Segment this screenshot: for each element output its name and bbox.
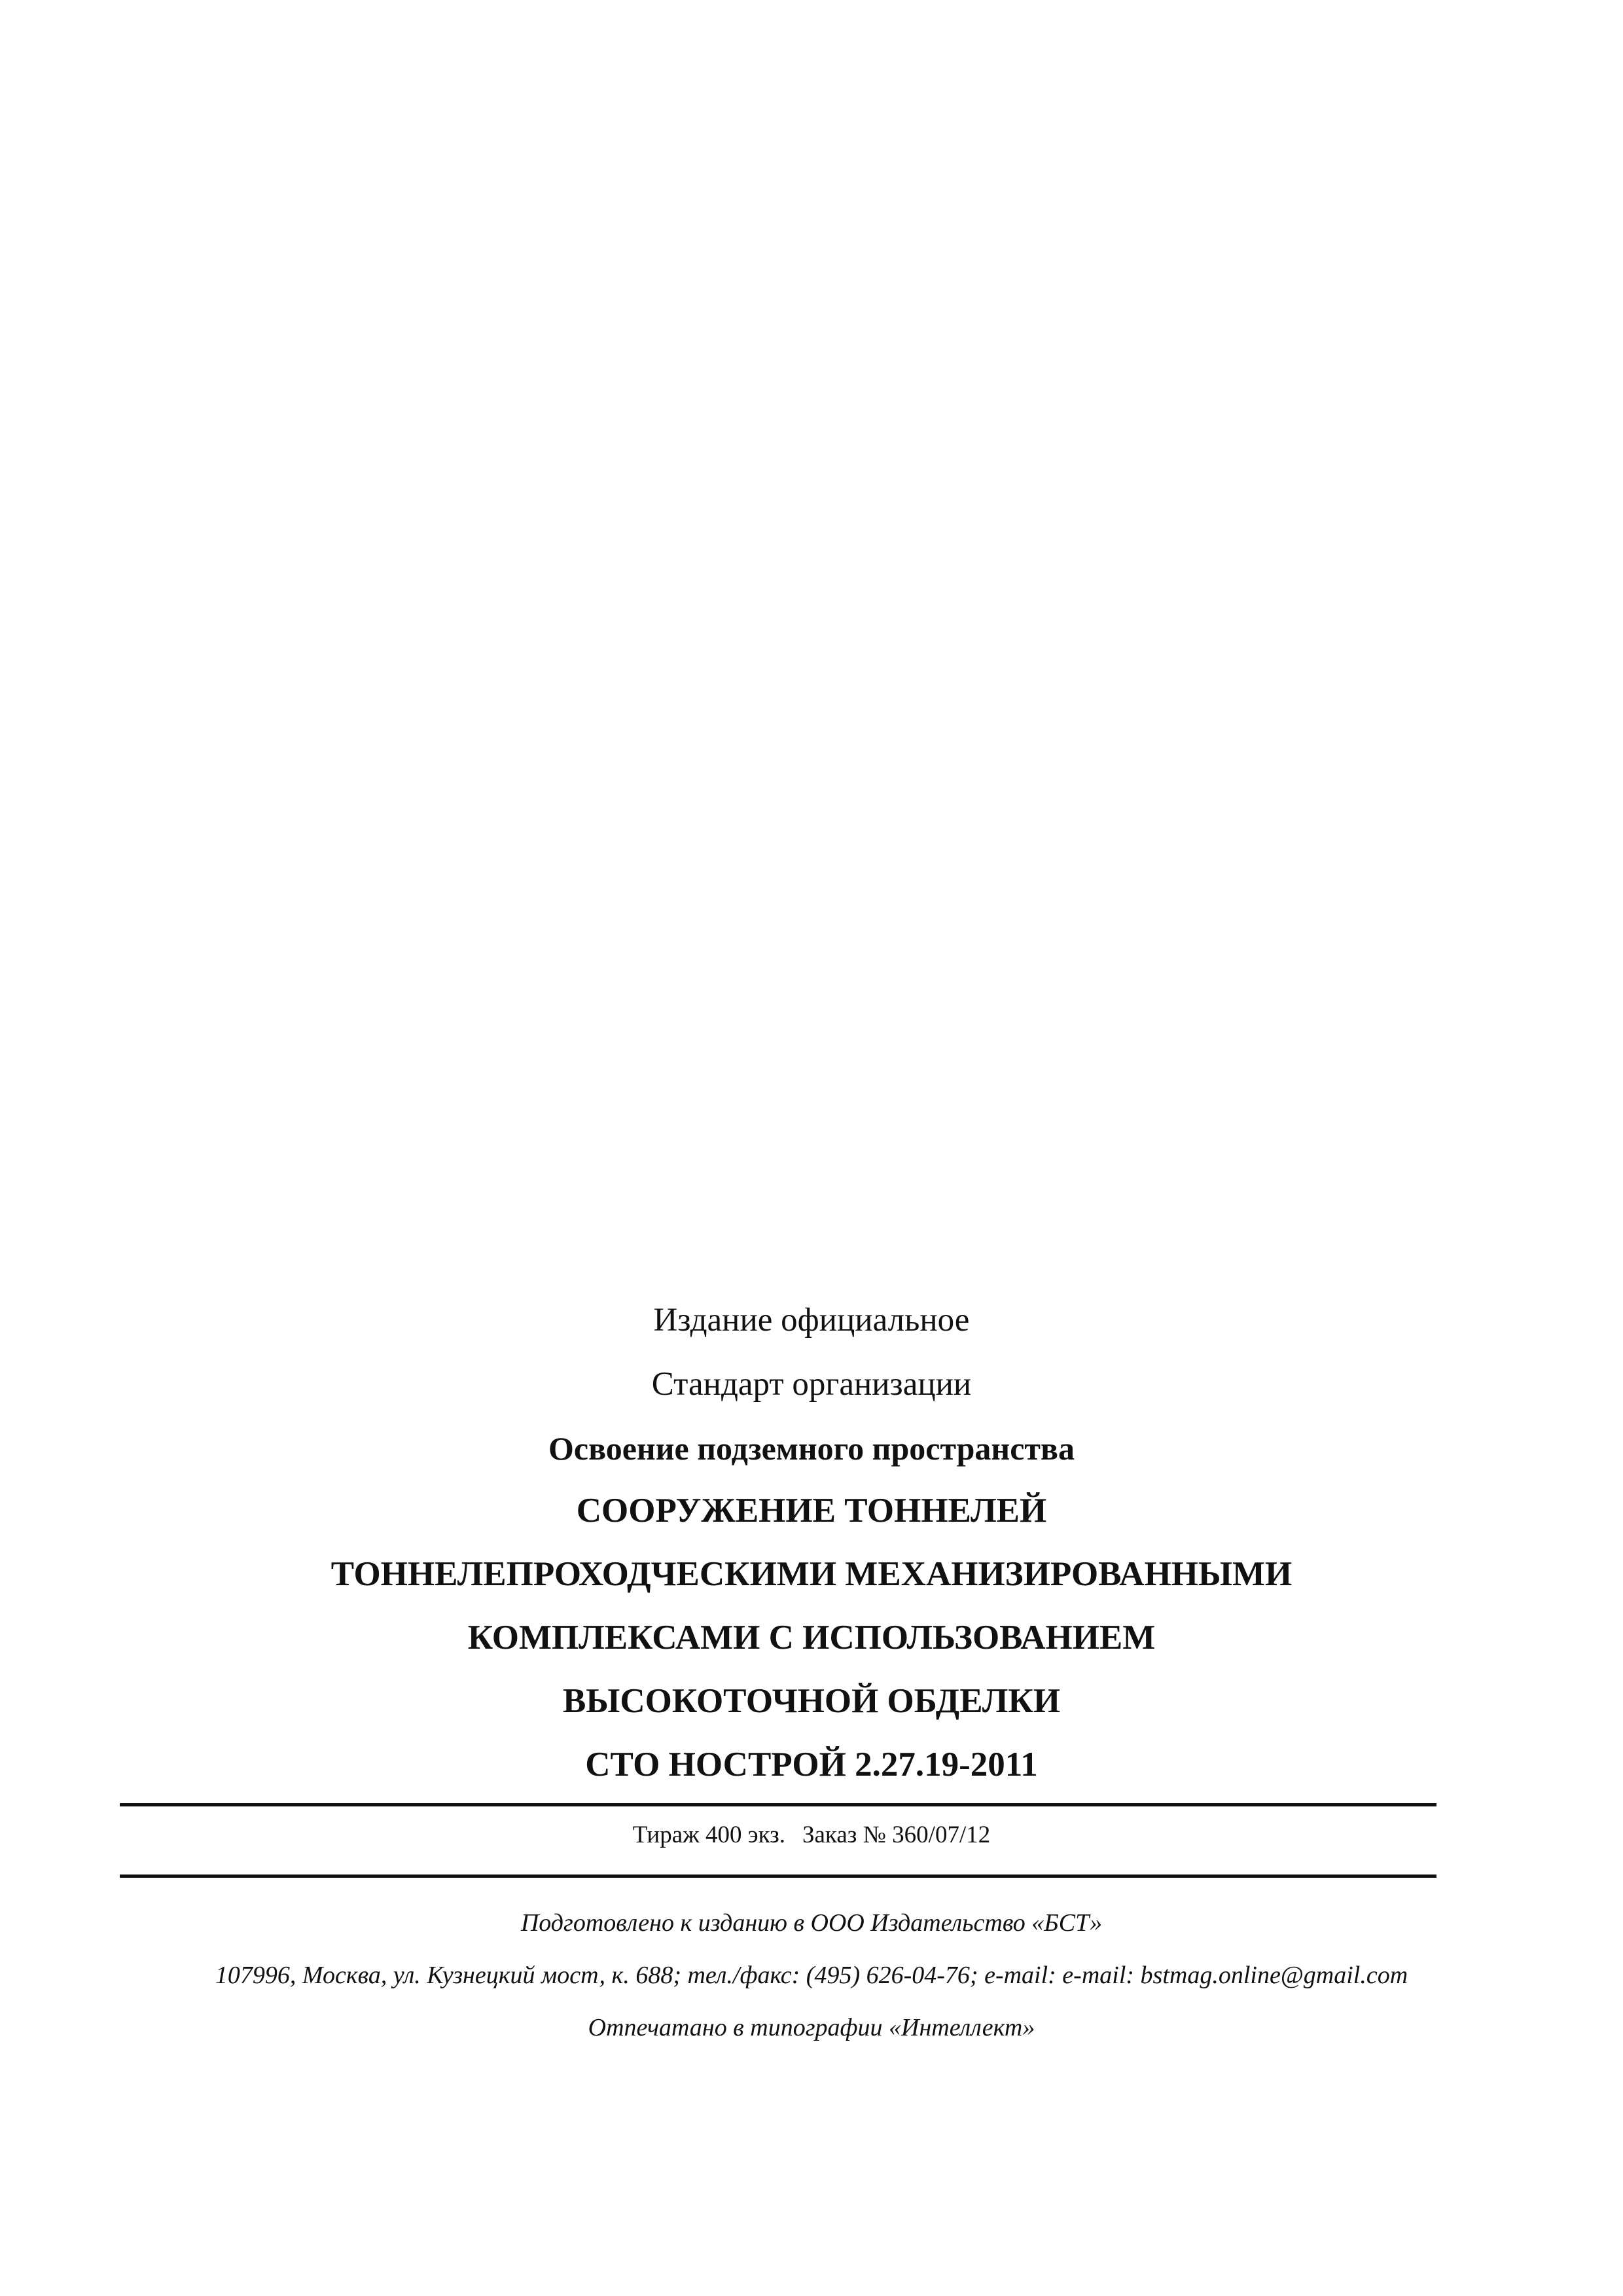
imprint-address: 107996, Москва, ул. Кузнецкий мост, к. 688; тел./факс: (495) 626-04-76; e-mail: e-mail: bstmag.online@gmail.com <box>215 1962 1408 1989</box>
imprint-printed: Отпечатано в типографии «Интеллект» <box>588 2014 1035 2041</box>
print-run: Тираж 400 экз. <box>632 1821 785 1848</box>
order-number: Заказ № 360/07/12 <box>802 1821 991 1848</box>
series-title: Освоение подземного пространства <box>548 1430 1075 1467</box>
imprint-prepared: Подготовлено к изданию в ООО Издательство «БСТ» <box>520 1909 1103 1937</box>
title-line-3: КОМПЛЕКСАМИ С ИСПОЛЬЗОВАНИЕМ <box>467 1619 1156 1657</box>
title-line-4: ВЫСОКОТОЧНОЙ ОБДЕЛКИ <box>562 1682 1061 1720</box>
bottom-divider <box>120 1874 1436 1878</box>
top-divider <box>120 1803 1436 1806</box>
standard-designation: СТО НОСТРОЙ 2.27.19-2011 <box>585 1746 1038 1784</box>
edition-label: Издание официальное <box>653 1302 970 1338</box>
title-line-2: ТОННЕЛЕПРОХОДЧЕСКИМИ МЕХАНИЗИРОВАННЫМИ <box>330 1555 1293 1593</box>
title-line-1: СООРУЖЕНИЕ ТОННЕЛЕЙ <box>576 1492 1047 1530</box>
document-type: Стандарт организации <box>651 1366 972 1403</box>
print-info <box>0 1821 1623 1849</box>
